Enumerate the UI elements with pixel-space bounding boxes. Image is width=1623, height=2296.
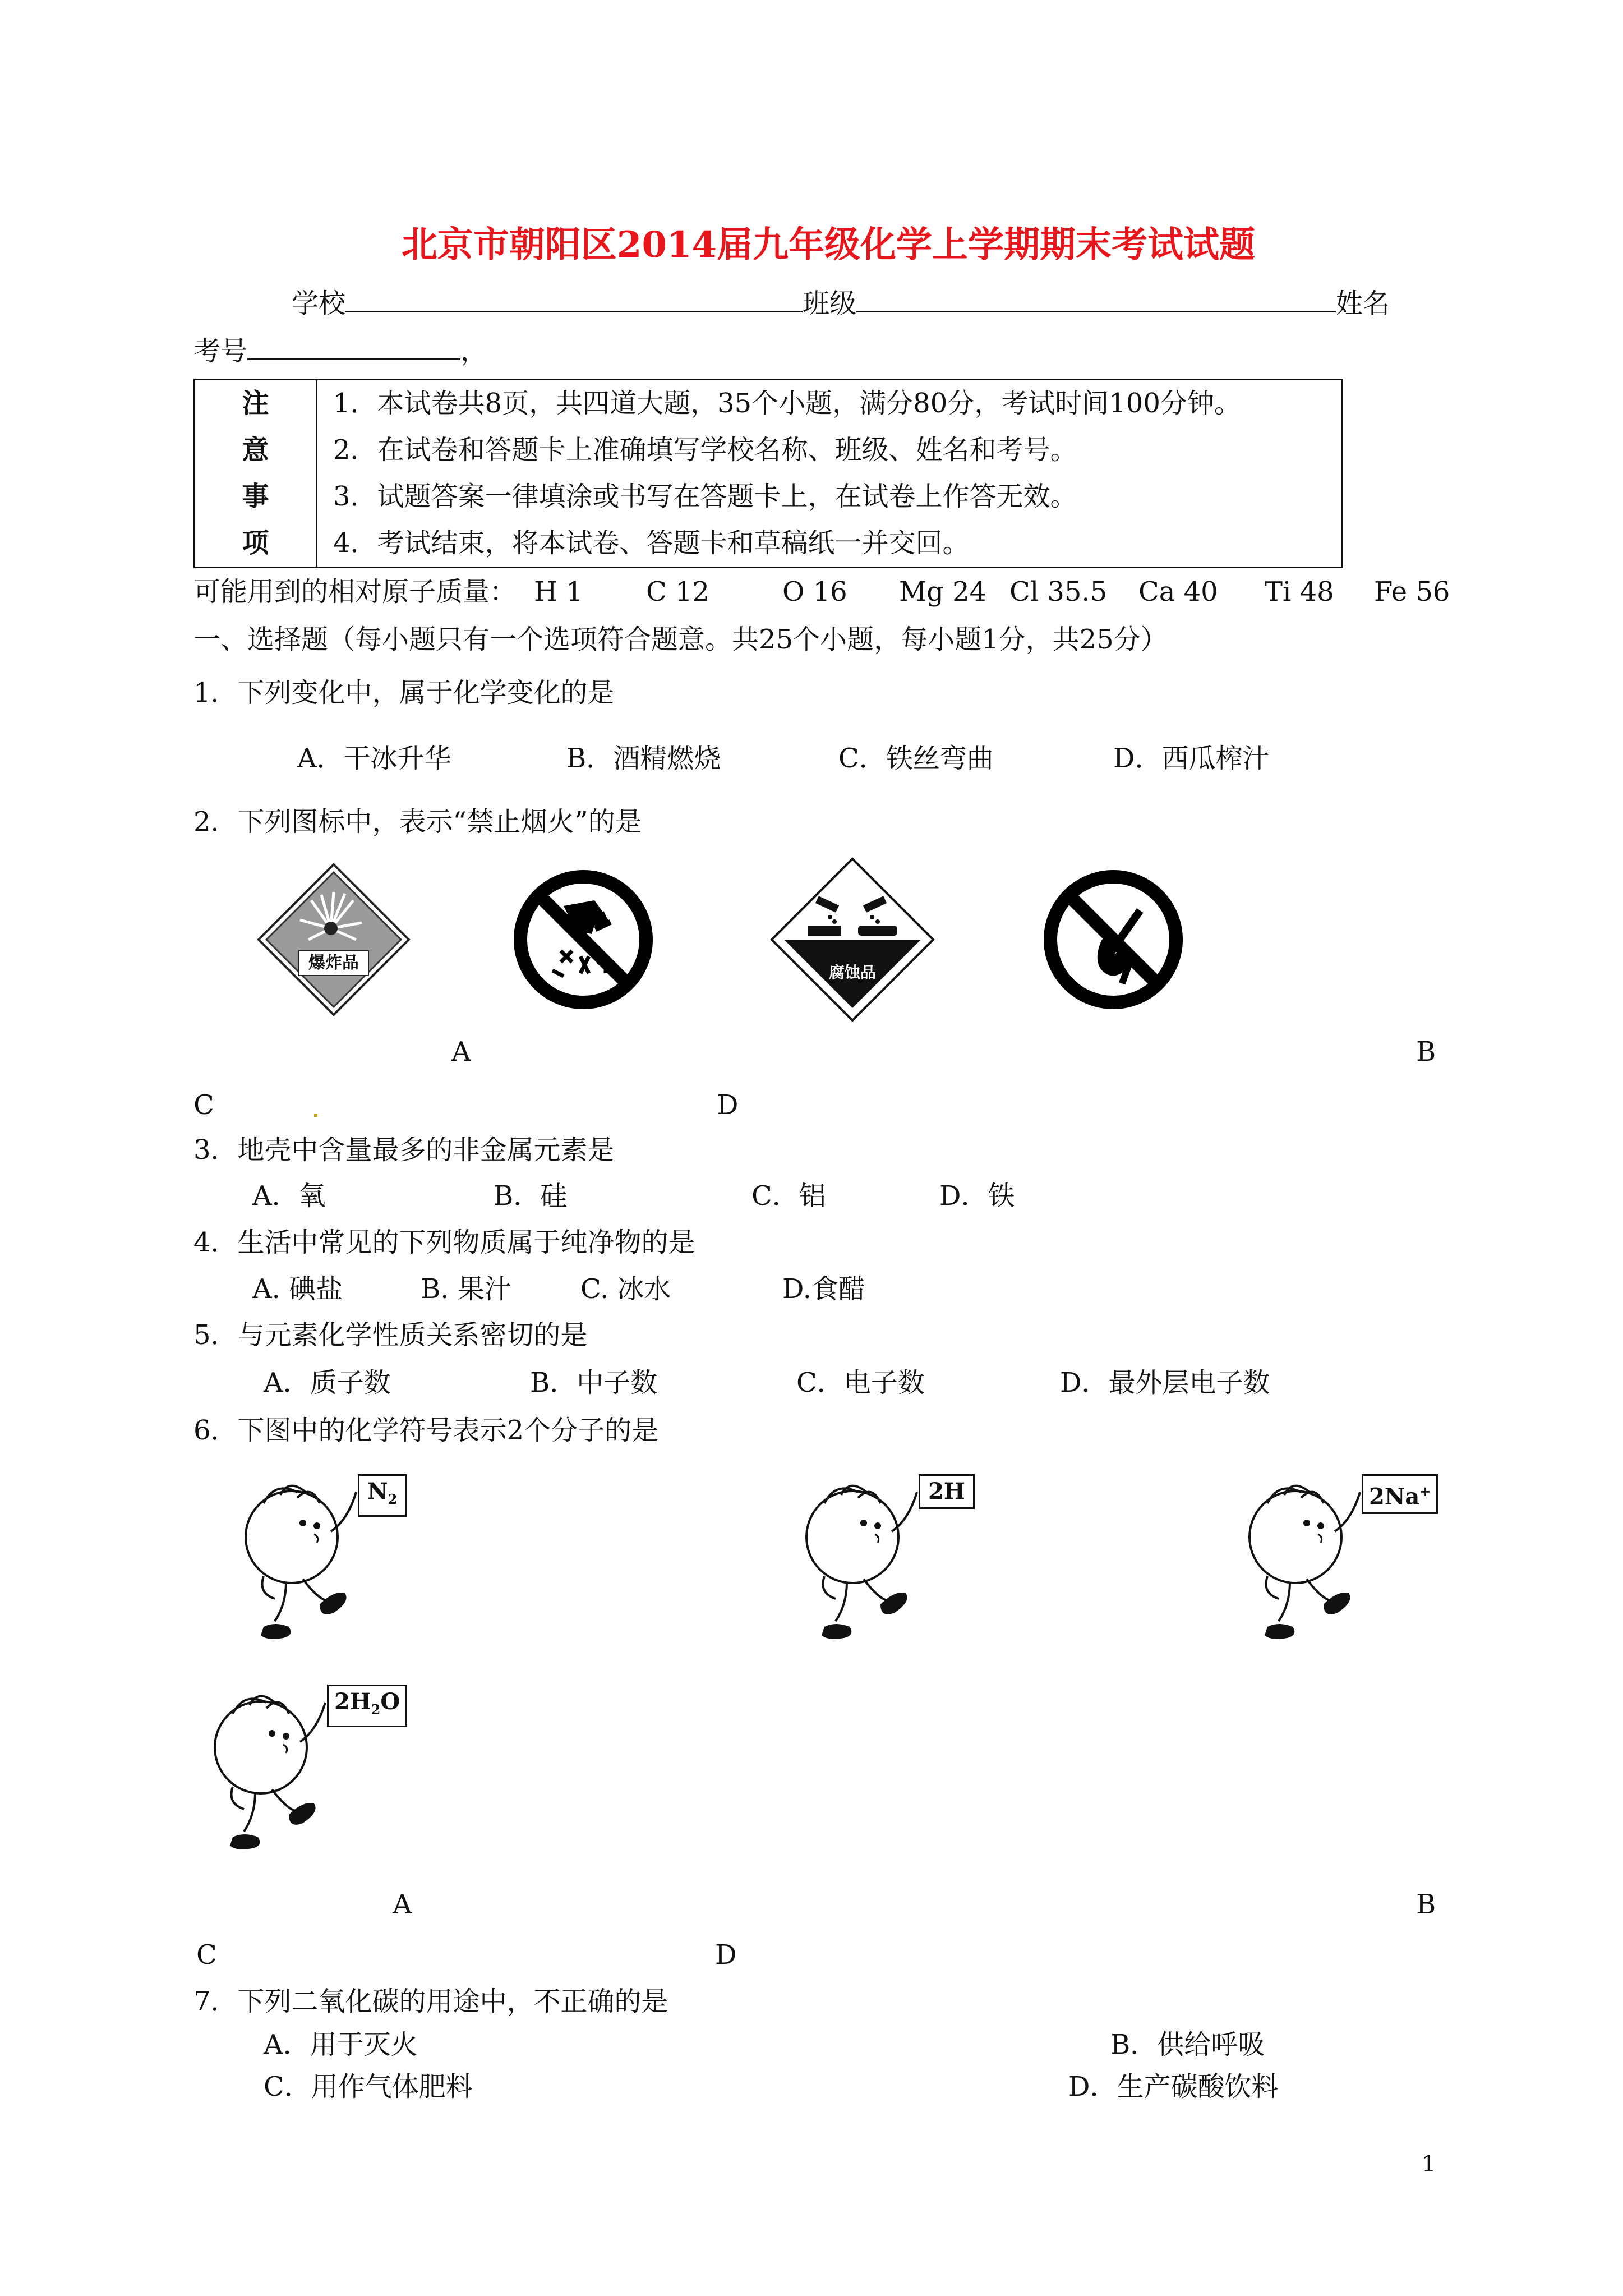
page-number: 1 [1422,2151,1436,2177]
atomic-mass-item: O 16 [782,576,847,608]
cartoon-molecule-figure-b [791,1470,1004,1649]
atomic-mass-item: Mg 24 [899,576,987,608]
option: B．供给呼吸 [1110,2029,1265,2060]
option: C. 冰水 [580,1273,671,1305]
option: D．最外层电子数 [1060,1367,1270,1398]
option: D．铁 [939,1180,1015,1212]
page-title: 北京市朝阳区2014届九年级化学上学期期末考试试题 [401,224,1256,266]
question-stem: 4．生活中常见的下列物质属于纯净物的是 [193,1227,695,1258]
notice-table [193,379,1343,568]
notice-char: 注 [242,388,269,419]
name-label: 姓名 [1336,288,1390,319]
formula-card: $2H_2O$ [327,1685,407,1727]
option: D．生产碳酸饮料 [1068,2071,1279,2102]
question-stem: 1．下列变化中，属于化学变化的是 [193,677,615,708]
sign-text: 爆炸品 [308,953,359,973]
cartoon-molecule-figure-d [199,1680,412,1860]
exam-no-row [193,334,487,368]
school-label: 学校 [292,288,346,319]
atomic-mass-item: C 12 [646,576,710,608]
class-label: 班级 [803,288,857,319]
sign-text: 腐蚀品 [828,963,876,982]
atomic-mass-item: Fe 56 [1374,576,1450,608]
formula-card: $N_2$ [358,1474,407,1517]
no-fireworks-sign-icon [510,867,656,1013]
notice-item: 2．在试卷和答题卡上准确填写学校名称、班级、姓名和考号。 [333,434,1077,466]
option: C．用作气体肥料 [264,2071,473,2102]
option: A．氧 [252,1180,326,1212]
cartoon-molecule-figure-a [230,1470,443,1649]
atomic-mass-item: H 1 [534,576,583,608]
no-fire-sign-icon [1040,867,1186,1013]
choice-label: C [193,1089,214,1121]
choice-label: A [393,1889,412,1920]
exam-no-tail: ， [460,335,488,367]
option: C．铝 [751,1180,826,1212]
option: A．用于灭火 [264,2029,418,2060]
question-stem: 3．地壳中含量最多的非金属元素是 [193,1134,615,1166]
cartoon-molecule-figure-c [1234,1470,1447,1649]
option: B. 果汁 [421,1273,511,1305]
notice-char: 意 [242,434,269,466]
question-stem: 6．下图中的化学符号表示2个分子的是 [193,1415,659,1446]
choice-label: A [451,1036,471,1068]
option: C．铁丝弯曲 [838,743,994,774]
notice-heading [195,380,317,568]
option: D.食醋 [782,1273,866,1305]
atomic-masses-label: 可能用到的相对原子质量： [193,576,517,608]
explosive-sign-icon [255,861,412,1018]
option: A．干冰升华 [297,743,451,774]
exam-no-input-line[interactable] [247,334,460,360]
choice-label: C [196,1939,217,1971]
school-field-row [292,286,1390,320]
question-stem: 7．下列二氧化碳的用途中，不正确的是 [193,1986,668,2017]
option: D．西瓜榨汁 [1113,743,1270,774]
class-input-line[interactable] [856,286,1336,312]
choice-label: D [717,1089,739,1121]
question-stem: 5．与元素化学性质关系密切的是 [193,1319,588,1351]
notice-char: 事 [242,481,269,512]
atomic-mass-item: Ti 48 [1265,576,1334,608]
exam-no-label: 考号 [193,335,248,367]
option: B．酒精燃烧 [566,743,721,774]
question-stem: 2．下列图标中，表示“禁止烟火”的是 [193,806,642,838]
school-input-line[interactable] [345,286,803,312]
option: C．电子数 [796,1367,925,1398]
notice-char: 项 [242,527,269,559]
section-heading: 一、选择题（每小题只有一个选项符合题意。共25个小题，每小题1分，共25分） [193,624,1168,655]
formula-card: 2Na+ [1362,1474,1438,1514]
notice-item: 4．考试结束，将本试卷、答题卡和草稿纸一并交回。 [333,527,970,559]
choice-label: B [1416,1889,1436,1920]
option: A．质子数 [264,1367,391,1398]
notice-item: 3．试题答案一律填涂或书写在答题卡上，在试卷上作答无效。 [333,481,1077,512]
choice-label: D [715,1939,737,1971]
atomic-mass-item: Cl 35.5 [1009,576,1108,608]
option: A. 碘盐 [252,1273,343,1305]
corrosive-sign-icon [768,855,937,1024]
notice-items [317,380,1343,568]
atomic-mass-item: Ca 40 [1138,576,1218,608]
choice-label: B [1416,1036,1436,1068]
formula-card: 2H [919,1474,975,1509]
notice-item: 1．本试卷共8页，共四道大题，35个小题，满分80分，考试时间100分钟。 [333,388,1241,419]
stray-dot [314,1114,317,1117]
option: B．中子数 [530,1367,658,1398]
option: B．硅 [494,1180,568,1212]
